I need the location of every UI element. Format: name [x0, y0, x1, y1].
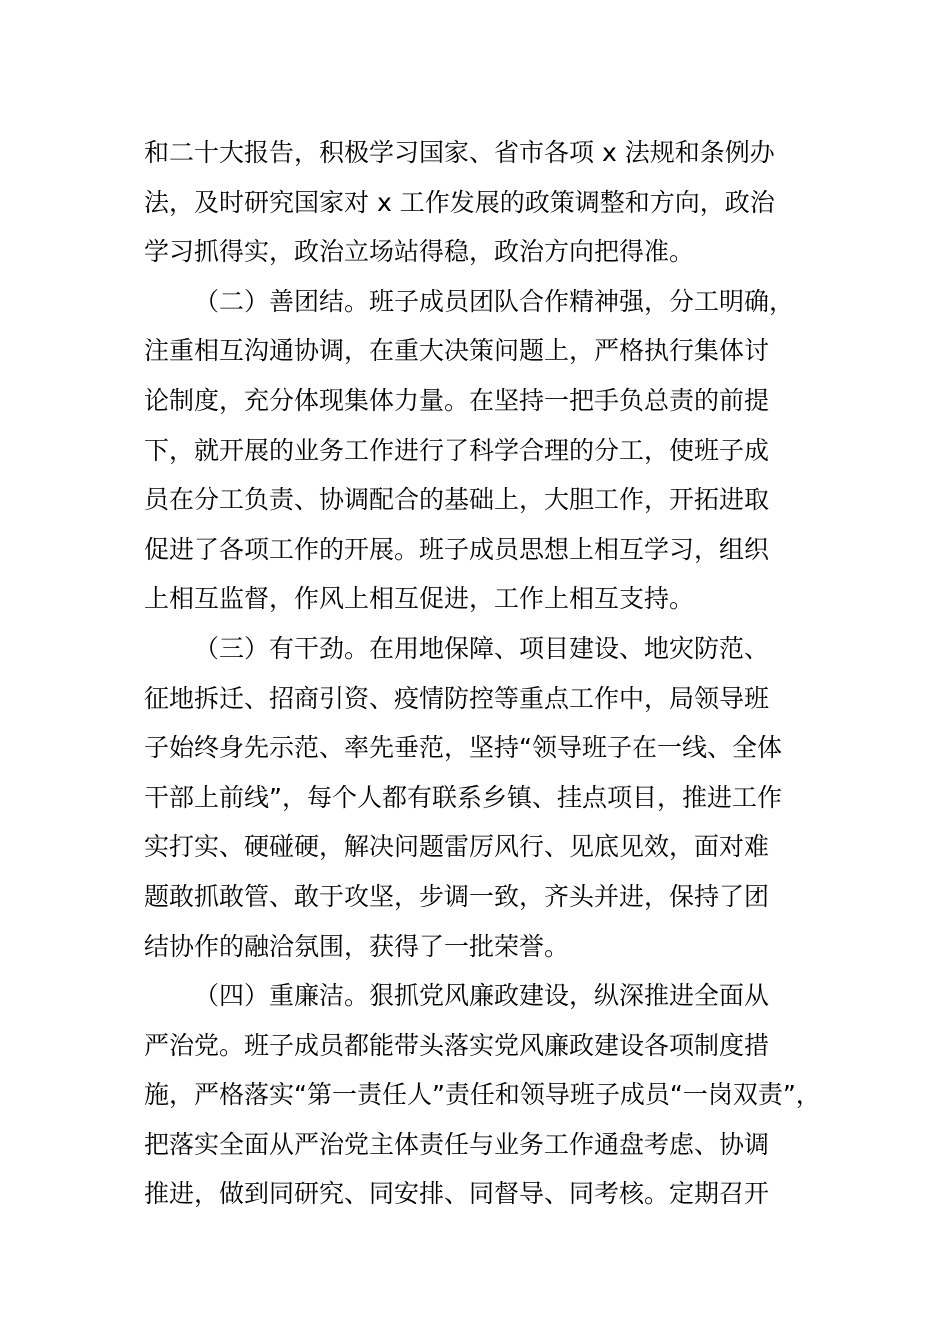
text-line: 和二十大报告，积极学习国家、省市各项 x 法规和条例办: [144, 138, 775, 167]
body-text: [144, 128, 834, 1219]
text-line: 法，及时研究国家对 x 工作发展的政策调整和方向，政治: [144, 187, 775, 217]
text-line: 题敢抓敢管、敢于攻坚，步调一致，齐头并进，保持了团: [144, 881, 770, 911]
text-line: 子始终身先示范、率先垂范，坚持“领导班子在一线、全体: [144, 733, 782, 763]
text-line: 注重相互沟通协调，在重大决策问题上，严格执行集体讨: [144, 336, 770, 366]
text-line: 促进了各项工作的开展。班子成员思想上相互学习，组织: [144, 534, 770, 564]
text-line: 员在分工负责、协调配合的基础上，大胆工作，开拓进取: [144, 485, 770, 515]
text-line: 干部上前线”，每个人都有联系乡镇、挂点项目，推进工作: [144, 782, 782, 812]
text-line: 学习抓得实，政治立场站得稳，政治方向把得准。: [144, 237, 695, 267]
section-heading-line: （二）善团结。班子成员团队合作精神强，分工明确，: [194, 286, 795, 316]
text-line: 下，就开展的业务工作进行了科学合理的分工，使班子成: [144, 435, 770, 465]
text-line: 征地拆迁、招商引资、疫情防控等重点工作中，局领导班: [144, 683, 770, 713]
text-line: 把落实全面从严治党主体责任与业务工作通盘考虑、协调: [144, 1129, 770, 1159]
text-line: 论制度，充分体现集体力量。在坚持一把手负总责的前提: [144, 385, 770, 415]
text-line: 结协作的融洽氛围，获得了一批荣誉。: [144, 931, 570, 961]
text-line: 实打实、硬碰硬，解决问题雷厉风行、见底见效，面对难: [144, 832, 770, 862]
text-line: 严治党。班子成员都能带头落实党风廉政建设各项制度措: [144, 1030, 770, 1060]
section-heading-line: （四）重廉洁。狠抓党风廉政建设，纵深推进全面从: [194, 981, 770, 1011]
text-line: 推进，做到同研究、同安排、同督导、同考核。定期召开: [144, 1179, 770, 1209]
section-heading-line: （三）有干劲。在用地保障、项目建设、地灾防范、: [194, 633, 770, 663]
text-line: 施，严格落实“第一责任人”责任和领导班子成员“一岗双责”，: [144, 1080, 821, 1110]
text-line: 上相互监督，作风上相互促进，工作上相互支持。: [144, 584, 695, 614]
